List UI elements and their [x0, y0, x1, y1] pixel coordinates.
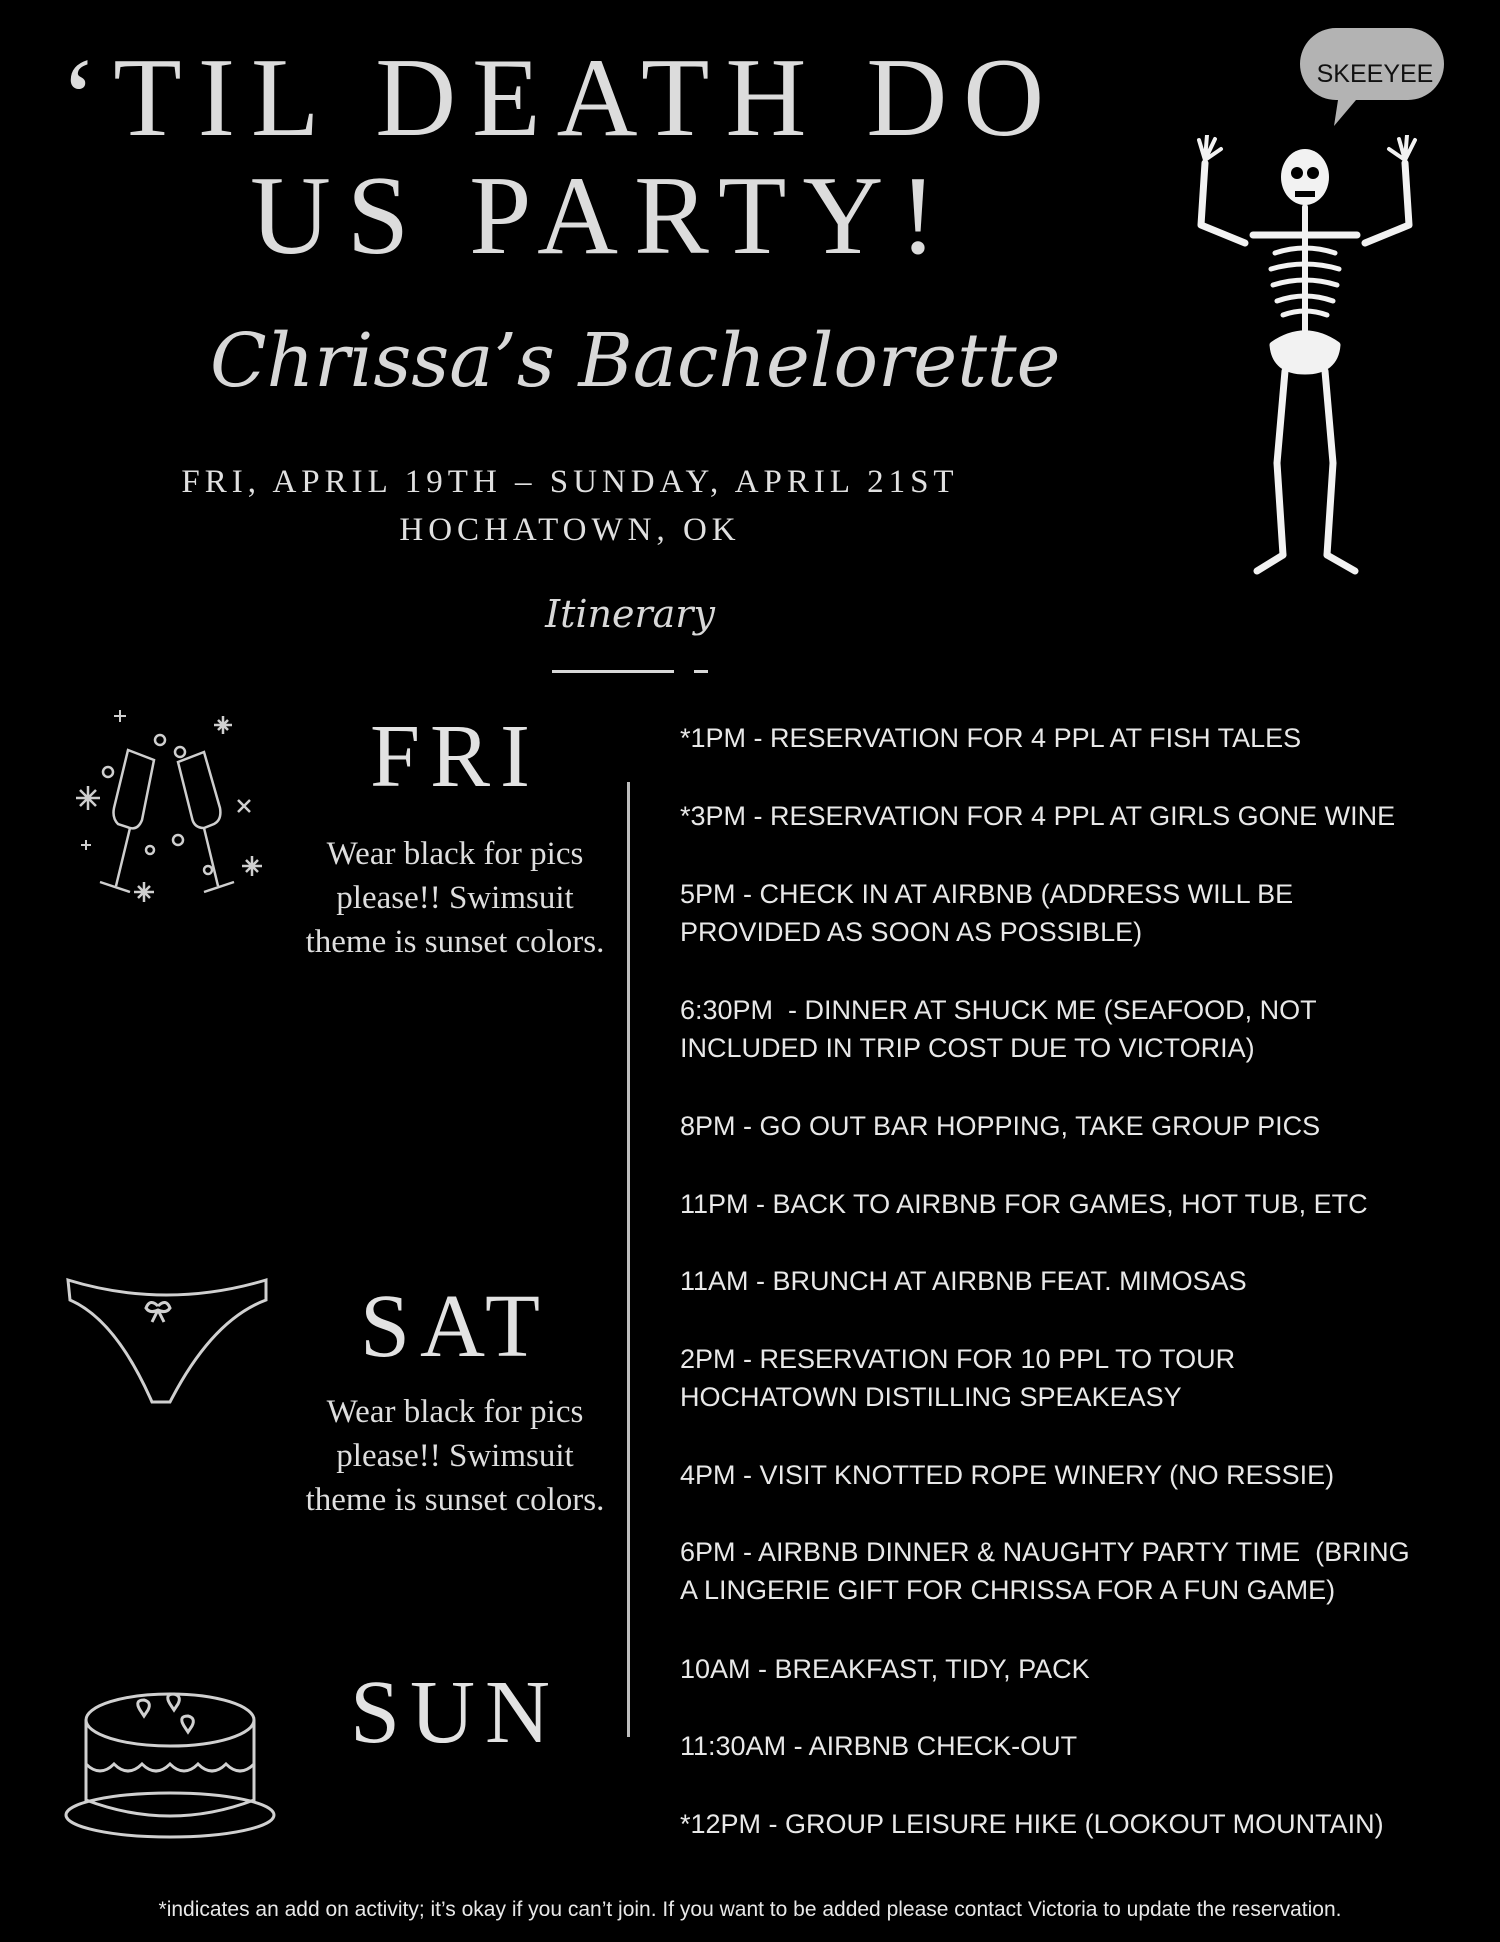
day-label-fri: FRI: [369, 707, 541, 806]
itinerary-item: 6PM - AIRBNB DINNER & NAUGHTY PARTY TIME (BRING A LINGERIE GIFT FOR CHRISSA FOR A FUN GAME): [680, 1537, 1410, 1605]
itinerary-item: 11PM - BACK TO AIRBNB FOR GAMES, HOT TUB, ETC: [680, 1189, 1368, 1219]
itinerary-item: 10AM - BREAKFAST, TIDY, PACK: [680, 1654, 1090, 1684]
day-note-sat: Wear black for pics please!! Swimsuit theme is sunset colors.: [305, 1394, 605, 1518]
day-label-sun: SUN: [349, 1663, 561, 1762]
speech-bubble-text: SKEEYEE: [1316, 60, 1434, 88]
day-label-sat: SAT: [359, 1277, 551, 1376]
title-line-1: ‘TIL DEATH DO: [60, 36, 1061, 160]
itinerary-item: 2PM - RESERVATION FOR 10 PPL TO TOUR HOCHATOWN DISTILLING SPEAKEASY: [680, 1344, 1236, 1412]
itinerary-item: 11:30AM - AIRBNB CHECK-OUT: [680, 1731, 1078, 1761]
itinerary-underline-dash: [694, 670, 708, 673]
event-location: HOCHATOWN, OK: [399, 512, 741, 548]
itinerary-item: 11AM - BRUNCH AT AIRBNB FEAT. MIMOSAS: [680, 1266, 1247, 1296]
itinerary-underline: [552, 670, 674, 673]
timeline-divider: [627, 782, 630, 1737]
itinerary-item: *1PM - RESERVATION FOR 4 PPL AT FISH TALES: [680, 723, 1302, 753]
day-note-fri: Wear black for pics please!! Swimsuit theme is sunset colors.: [305, 836, 605, 960]
itinerary-item: 4PM - VISIT KNOTTED ROPE WINERY (NO RESSIE): [680, 1460, 1335, 1490]
itinerary-item: 6:30PM - DINNER AT SHUCK ME (SEAFOOD, NOT INCLUDED IN TRIP COST DUE TO VICTORIA): [680, 995, 1317, 1063]
event-dates: FRI, APRIL 19TH – SUNDAY, APRIL 21ST: [181, 464, 959, 500]
panties-icon: [62, 1270, 272, 1410]
itinerary-item: *12PM - GROUP LEISURE HIKE (LOOKOUT MOUNTAIN): [680, 1809, 1384, 1839]
footer-note: *indicates an add on activity; it’s okay if you can’t join. If you want to be added please contact Victoria to update the reservation.: [158, 1898, 1342, 1921]
champagne-glasses-icon: [68, 700, 268, 920]
cake-icon: [60, 1660, 280, 1840]
itinerary-heading: Itinerary: [545, 592, 715, 636]
title-line-2: US PARTY!: [250, 154, 953, 278]
itinerary-item: 8PM - GO OUT BAR HOPPING, TAKE GROUP PICS: [680, 1111, 1321, 1141]
itinerary-item: 5PM - CHECK IN AT AIRBNB (ADDRESS WILL BE PROVIDED AS SOON AS POSSIBLE): [680, 879, 1294, 947]
subtitle: Chrissa’s Bachelorette: [210, 318, 1061, 404]
itinerary-item: *3PM - RESERVATION FOR 4 PPL AT GIRLS GONE WINE: [680, 801, 1396, 831]
skeleton-icon: [1185, 135, 1425, 585]
